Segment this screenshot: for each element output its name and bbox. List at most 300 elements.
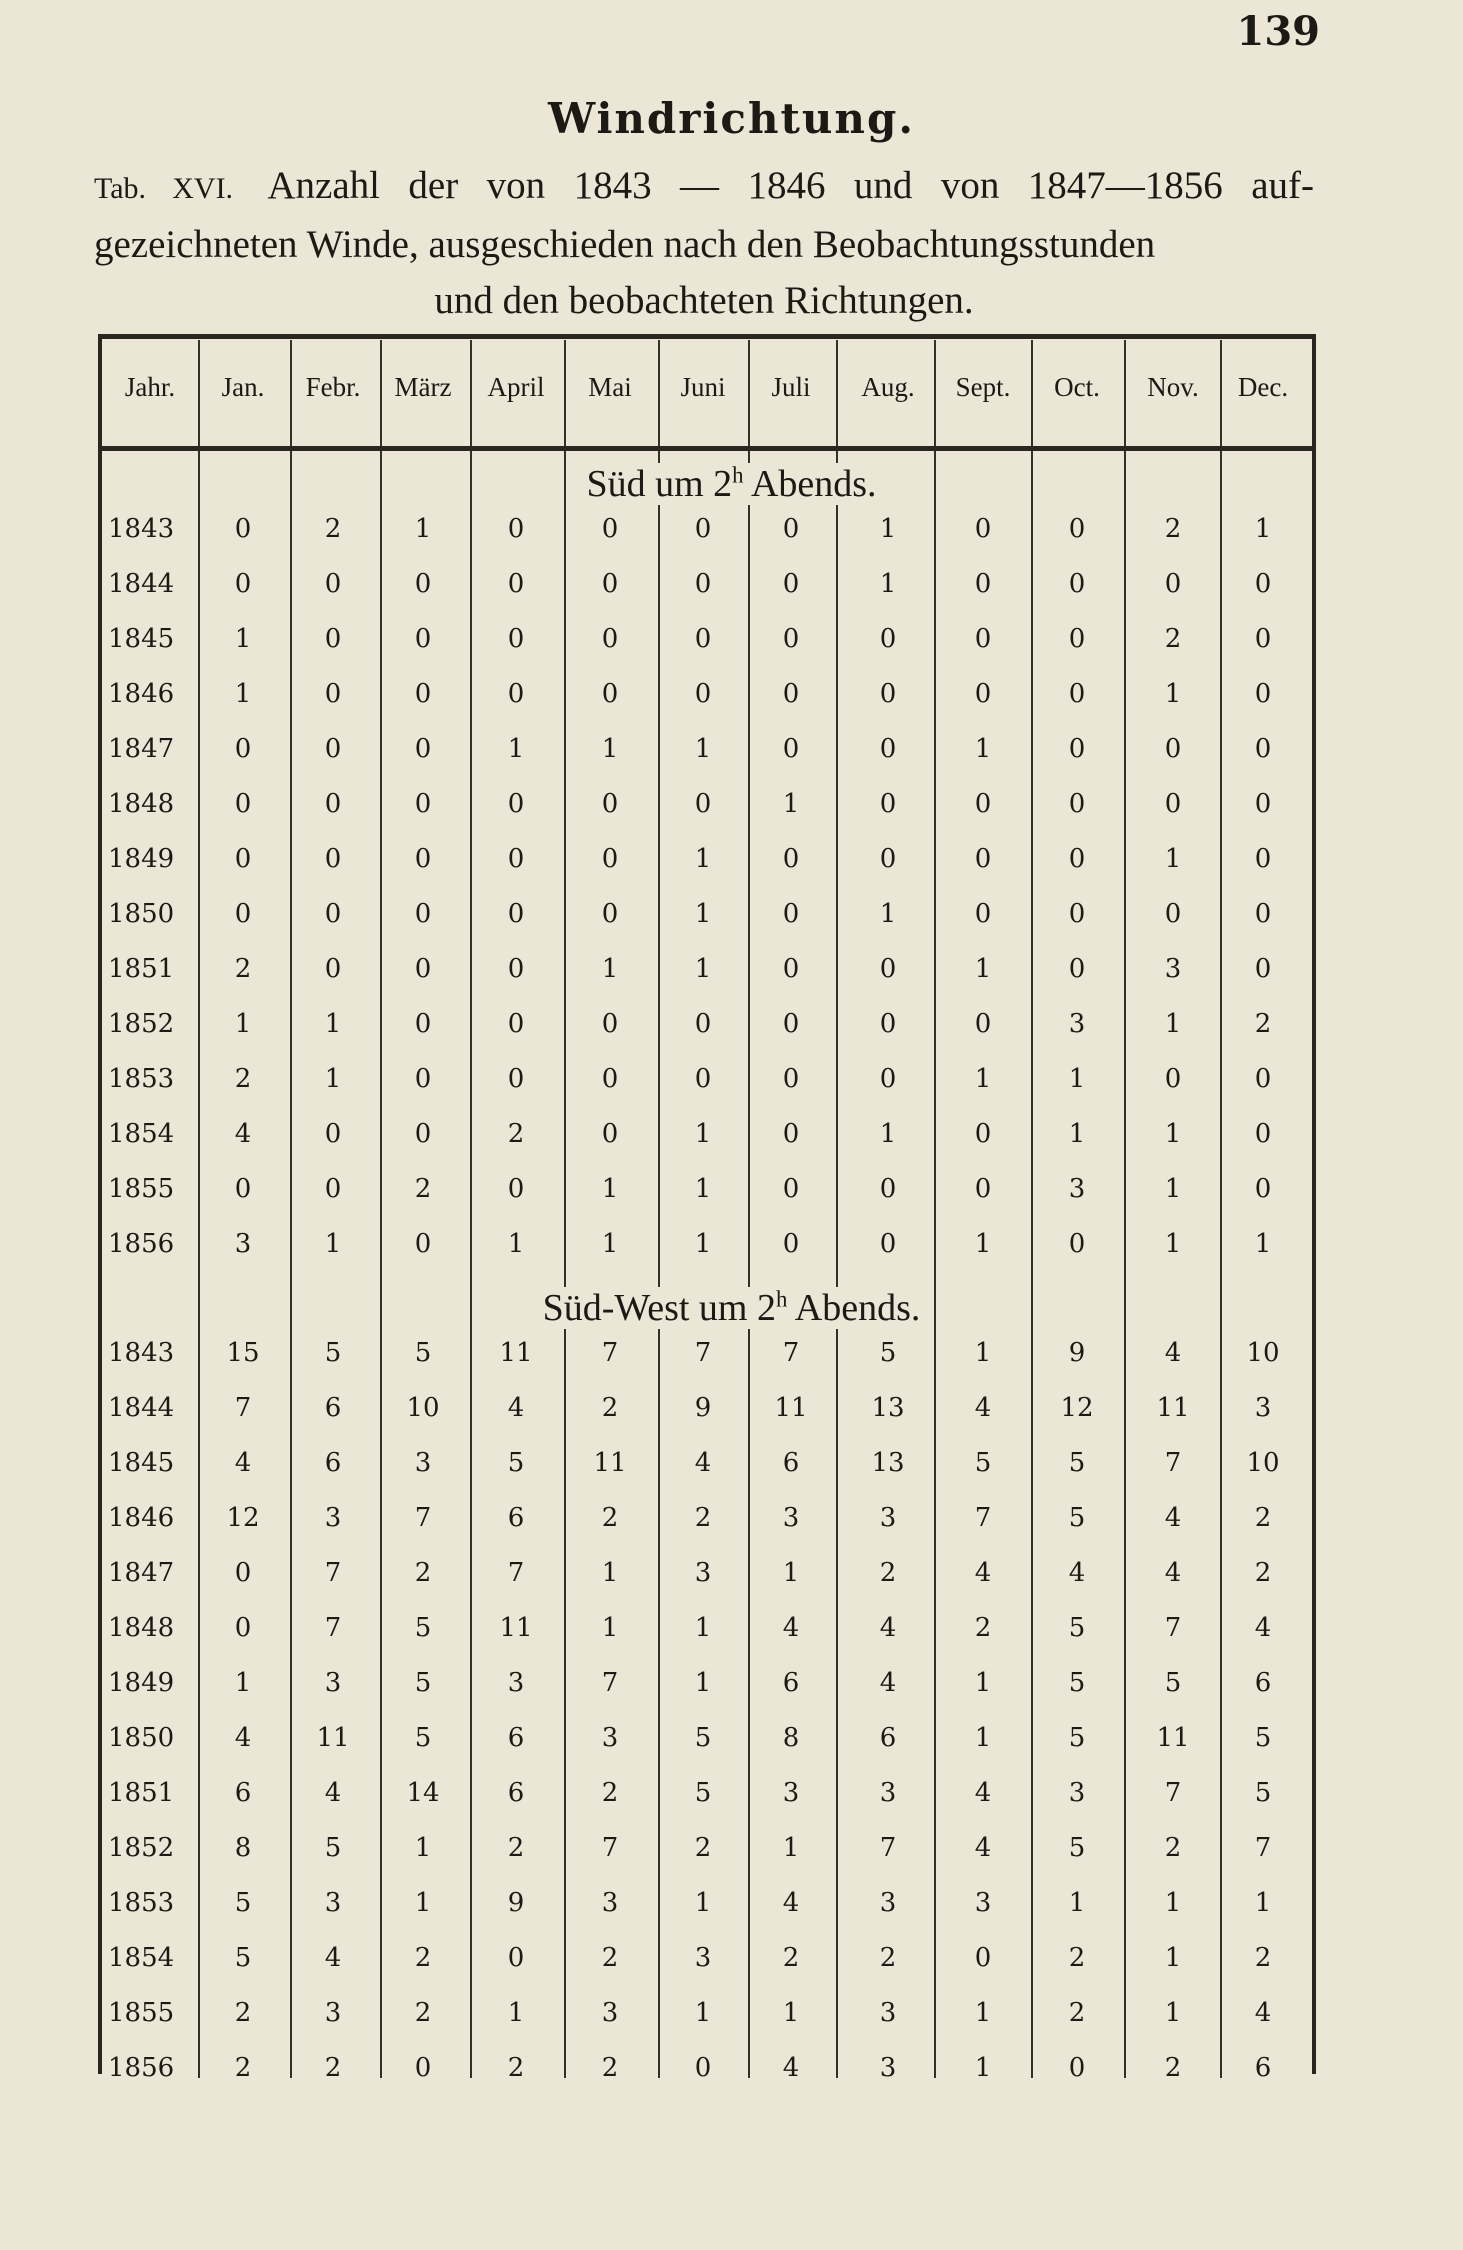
- count-cell: 0: [1164, 789, 1182, 819]
- count-cell: 2: [324, 514, 342, 544]
- column-header: Sept.: [955, 372, 1011, 402]
- year-cell: 1844: [108, 1393, 175, 1423]
- count-cell: 2: [507, 1833, 525, 1863]
- count-cell: 0: [782, 624, 800, 654]
- count-cell: 2: [1164, 2053, 1182, 2083]
- count-cell: 1: [601, 954, 619, 984]
- count-cell: 5: [694, 1778, 712, 1808]
- count-cell: 4: [1068, 1558, 1086, 1588]
- count-cell: 5: [1254, 1723, 1272, 1753]
- count-cell: 5: [1068, 1613, 1086, 1643]
- count-cell: 0: [1068, 514, 1086, 544]
- count-cell: 1: [694, 1888, 712, 1918]
- count-cell: 0: [782, 1174, 800, 1204]
- count-cell: 3: [601, 1998, 619, 2028]
- table-row: [98, 1119, 1316, 1171]
- count-cell: 1: [1164, 1174, 1182, 1204]
- count-cell: 1: [974, 1998, 992, 2028]
- year-cell: 1844: [108, 569, 175, 599]
- count-cell: 2: [601, 1778, 619, 1808]
- count-cell: 0: [974, 844, 992, 874]
- year-cell: 1853: [108, 1064, 175, 1094]
- year-cell: 1856: [108, 1229, 175, 1259]
- table-row: [98, 2053, 1316, 2105]
- count-cell: 1: [324, 1009, 342, 1039]
- count-cell: 3: [324, 1998, 342, 2028]
- count-cell: 3: [601, 1723, 619, 1753]
- table-row: [98, 1448, 1316, 1500]
- count-cell: 0: [601, 1009, 619, 1039]
- count-cell: 0: [974, 899, 992, 929]
- count-cell: 5: [324, 1338, 342, 1368]
- count-cell: 0: [601, 569, 619, 599]
- count-cell: 11: [774, 1393, 808, 1423]
- section-title: Süd-West um 2$^h$ Abends.: [0, 1286, 1463, 1330]
- count-cell: 5: [1164, 1668, 1182, 1698]
- caption-line-2: gezeichneten Winde, ausgeschieden nach den Beobachtungsstunden: [94, 223, 1156, 266]
- count-cell: 4: [1254, 1613, 1272, 1643]
- count-cell: 4: [782, 2053, 800, 2083]
- count-cell: 2: [414, 1174, 432, 1204]
- count-cell: 1: [601, 1558, 619, 1588]
- count-cell: 1: [694, 899, 712, 929]
- count-cell: 0: [324, 789, 342, 819]
- table-row: [98, 624, 1316, 676]
- count-cell: 0: [414, 1009, 432, 1039]
- caption-line-1: Anzahl der von 1843 — 1846 und von 1847—1856 auf-: [267, 164, 1314, 207]
- count-cell: 2: [782, 1943, 800, 1973]
- count-cell: 3: [324, 1888, 342, 1918]
- column-header: Febr.: [305, 372, 361, 402]
- count-cell: 0: [507, 1943, 525, 1973]
- column-header: Juli: [771, 372, 811, 402]
- count-cell: 1: [879, 899, 897, 929]
- count-cell: 0: [782, 679, 800, 709]
- count-cell: 1: [601, 734, 619, 764]
- count-cell: 0: [694, 789, 712, 819]
- count-cell: 5: [1068, 1448, 1086, 1478]
- count-cell: 7: [601, 1668, 619, 1698]
- count-cell: 4: [782, 1888, 800, 1918]
- count-cell: 3: [324, 1503, 342, 1533]
- count-cell: 1: [694, 1229, 712, 1259]
- count-cell: 0: [234, 514, 252, 544]
- count-cell: 3: [879, 1503, 897, 1533]
- count-cell: 0: [1164, 734, 1182, 764]
- count-cell: 0: [414, 899, 432, 929]
- count-cell: 9: [694, 1393, 712, 1423]
- count-cell: 0: [507, 1064, 525, 1094]
- table-row: [98, 954, 1316, 1006]
- column-header: Mai: [588, 372, 632, 402]
- count-cell: 4: [1254, 1998, 1272, 2028]
- count-cell: 2: [879, 1943, 897, 1973]
- table-row: [98, 844, 1316, 896]
- count-cell: 4: [782, 1613, 800, 1643]
- count-cell: 7: [507, 1558, 525, 1588]
- count-cell: 4: [1164, 1558, 1182, 1588]
- count-cell: 0: [1068, 569, 1086, 599]
- count-cell: 0: [879, 844, 897, 874]
- table-row: [98, 1174, 1316, 1226]
- count-cell: 1: [974, 954, 992, 984]
- count-cell: 0: [414, 1064, 432, 1094]
- count-cell: 0: [1068, 954, 1086, 984]
- count-cell: 11: [316, 1723, 350, 1753]
- year-cell: 1848: [108, 789, 175, 819]
- count-cell: 0: [974, 1174, 992, 1204]
- count-cell: 1: [324, 1229, 342, 1259]
- count-cell: 6: [507, 1778, 525, 1808]
- count-cell: 1: [1164, 1119, 1182, 1149]
- count-cell: 2: [879, 1558, 897, 1588]
- year-cell: 1854: [108, 1943, 175, 1973]
- count-cell: 0: [234, 1558, 252, 1588]
- count-cell: 15: [226, 1338, 260, 1368]
- count-cell: 5: [694, 1723, 712, 1753]
- count-cell: 2: [324, 2053, 342, 2083]
- year-cell: 1852: [108, 1009, 175, 1039]
- count-cell: 1: [601, 1174, 619, 1204]
- count-cell: 11: [499, 1338, 533, 1368]
- count-cell: 0: [414, 1229, 432, 1259]
- count-cell: 4: [234, 1119, 252, 1149]
- count-cell: 3: [694, 1558, 712, 1588]
- year-cell: 1846: [108, 679, 175, 709]
- count-cell: 6: [879, 1723, 897, 1753]
- year-cell: 1854: [108, 1119, 175, 1149]
- count-cell: 0: [974, 1119, 992, 1149]
- table-row: [98, 899, 1316, 951]
- count-cell: 6: [1254, 2053, 1272, 2083]
- count-cell: 3: [879, 1888, 897, 1918]
- table-caption: [94, 158, 1314, 329]
- count-cell: 0: [234, 1613, 252, 1643]
- count-cell: 0: [1068, 624, 1086, 654]
- table-row: [98, 1558, 1316, 1610]
- count-cell: 2: [1254, 1558, 1272, 1588]
- count-cell: 0: [974, 679, 992, 709]
- count-cell: 1: [1068, 1888, 1086, 1918]
- year-cell: 1845: [108, 1448, 175, 1478]
- count-cell: 0: [694, 1064, 712, 1094]
- count-cell: 2: [234, 954, 252, 984]
- count-cell: 0: [234, 569, 252, 599]
- count-cell: 4: [324, 1943, 342, 1973]
- count-cell: 1: [974, 734, 992, 764]
- count-cell: 2: [234, 1064, 252, 1094]
- count-cell: 1: [879, 569, 897, 599]
- count-cell: 0: [601, 1064, 619, 1094]
- count-cell: 0: [1254, 954, 1272, 984]
- count-cell: 0: [507, 844, 525, 874]
- table-row: [98, 789, 1316, 841]
- count-cell: 0: [694, 569, 712, 599]
- count-cell: 0: [414, 624, 432, 654]
- count-cell: 1: [974, 1064, 992, 1094]
- count-cell: 1: [974, 1668, 992, 1698]
- count-cell: 7: [234, 1393, 252, 1423]
- count-cell: 5: [1068, 1503, 1086, 1533]
- count-cell: 0: [414, 2053, 432, 2083]
- count-cell: 0: [507, 624, 525, 654]
- count-cell: 3: [601, 1888, 619, 1918]
- count-cell: 0: [324, 899, 342, 929]
- count-cell: 6: [507, 1723, 525, 1753]
- count-cell: 3: [974, 1888, 992, 1918]
- count-cell: 3: [234, 1229, 252, 1259]
- count-cell: 11: [1156, 1723, 1190, 1753]
- count-cell: 0: [1254, 899, 1272, 929]
- count-cell: 13: [871, 1393, 905, 1423]
- count-cell: 4: [1164, 1503, 1182, 1533]
- count-cell: 0: [414, 734, 432, 764]
- count-cell: 1: [1254, 1888, 1272, 1918]
- count-cell: 4: [234, 1723, 252, 1753]
- count-cell: 0: [324, 679, 342, 709]
- count-cell: 2: [694, 1833, 712, 1863]
- count-cell: 0: [1068, 899, 1086, 929]
- count-cell: 7: [694, 1338, 712, 1368]
- table-row: [98, 1064, 1316, 1116]
- count-cell: 0: [879, 1064, 897, 1094]
- count-cell: 2: [1068, 1998, 1086, 2028]
- column-header: Jahr.: [124, 372, 176, 402]
- count-cell: 0: [1254, 624, 1272, 654]
- count-cell: 7: [1164, 1448, 1182, 1478]
- count-cell: 2: [1164, 514, 1182, 544]
- count-cell: 1: [414, 514, 432, 544]
- count-cell: 0: [694, 1009, 712, 1039]
- count-cell: 0: [1164, 1064, 1182, 1094]
- count-cell: 7: [1254, 1833, 1272, 1863]
- count-cell: 1: [1164, 1229, 1182, 1259]
- count-cell: 3: [1068, 1009, 1086, 1039]
- count-cell: 0: [974, 569, 992, 599]
- count-cell: 0: [879, 624, 897, 654]
- count-cell: 0: [601, 1119, 619, 1149]
- count-cell: 0: [782, 899, 800, 929]
- count-cell: 7: [601, 1833, 619, 1863]
- year-cell: 1843: [108, 1338, 175, 1368]
- count-cell: 0: [1254, 844, 1272, 874]
- table-header-row: [98, 372, 1316, 422]
- count-cell: 5: [507, 1448, 525, 1478]
- count-cell: 0: [324, 844, 342, 874]
- count-cell: 5: [414, 1723, 432, 1753]
- count-cell: 0: [879, 1009, 897, 1039]
- count-cell: 0: [507, 789, 525, 819]
- count-cell: 1: [782, 789, 800, 819]
- count-cell: 6: [234, 1778, 252, 1808]
- count-cell: 7: [601, 1338, 619, 1368]
- count-cell: 0: [1254, 679, 1272, 709]
- count-cell: 5: [414, 1338, 432, 1368]
- count-cell: 8: [782, 1723, 800, 1753]
- count-cell: 2: [601, 1943, 619, 1973]
- count-cell: 6: [782, 1448, 800, 1478]
- header-divider: [98, 446, 1316, 451]
- count-cell: 0: [1068, 1229, 1086, 1259]
- count-cell: 0: [414, 789, 432, 819]
- count-cell: 0: [782, 569, 800, 599]
- year-cell: 1851: [108, 1778, 175, 1808]
- count-cell: 0: [507, 1174, 525, 1204]
- count-cell: 6: [507, 1503, 525, 1533]
- count-cell: 1: [1164, 679, 1182, 709]
- count-cell: 0: [1254, 569, 1272, 599]
- count-cell: 1: [879, 514, 897, 544]
- year-cell: 1847: [108, 734, 175, 764]
- count-cell: 0: [879, 954, 897, 984]
- count-cell: 0: [974, 1943, 992, 1973]
- count-cell: 1: [694, 844, 712, 874]
- count-cell: 3: [507, 1668, 525, 1698]
- count-cell: 7: [414, 1503, 432, 1533]
- year-cell: 1847: [108, 1558, 175, 1588]
- count-cell: 3: [879, 2053, 897, 2083]
- table-row: [98, 679, 1316, 731]
- count-cell: 11: [499, 1613, 533, 1643]
- table-row: [98, 1229, 1316, 1281]
- column-header: Dec.: [1237, 372, 1289, 402]
- column-header: März: [394, 372, 452, 402]
- count-cell: 0: [414, 954, 432, 984]
- table-row: [98, 514, 1316, 566]
- count-cell: 12: [1060, 1393, 1094, 1423]
- count-cell: 0: [414, 844, 432, 874]
- year-cell: 1855: [108, 1174, 175, 1204]
- count-cell: 7: [782, 1338, 800, 1368]
- count-cell: 3: [879, 1998, 897, 2028]
- count-cell: 4: [974, 1558, 992, 1588]
- count-cell: 2: [507, 2053, 525, 2083]
- count-cell: 0: [324, 734, 342, 764]
- count-cell: 0: [1254, 1119, 1272, 1149]
- count-cell: 5: [1068, 1723, 1086, 1753]
- count-cell: 2: [601, 2053, 619, 2083]
- count-cell: 1: [694, 1119, 712, 1149]
- count-cell: 5: [234, 1943, 252, 1973]
- count-cell: 1: [1164, 844, 1182, 874]
- count-cell: 4: [324, 1778, 342, 1808]
- count-cell: 1: [414, 1888, 432, 1918]
- table-row: [98, 569, 1316, 621]
- count-cell: 5: [414, 1613, 432, 1643]
- count-cell: 2: [414, 1998, 432, 2028]
- count-cell: 0: [694, 679, 712, 709]
- count-cell: 3: [324, 1668, 342, 1698]
- count-cell: 2: [1164, 1833, 1182, 1863]
- count-cell: 7: [1164, 1778, 1182, 1808]
- count-cell: 11: [593, 1448, 627, 1478]
- count-cell: 2: [414, 1558, 432, 1588]
- count-cell: 1: [694, 734, 712, 764]
- count-cell: 0: [1068, 734, 1086, 764]
- count-cell: 1: [507, 1998, 525, 2028]
- count-cell: 3: [1164, 954, 1182, 984]
- count-cell: 4: [694, 1448, 712, 1478]
- count-cell: 0: [782, 1119, 800, 1149]
- count-cell: 0: [1254, 1064, 1272, 1094]
- count-cell: 0: [601, 679, 619, 709]
- count-cell: 0: [601, 789, 619, 819]
- count-cell: 1: [879, 1119, 897, 1149]
- count-cell: 11: [1156, 1393, 1190, 1423]
- count-cell: 0: [507, 569, 525, 599]
- count-cell: 0: [324, 1119, 342, 1149]
- count-cell: 0: [324, 954, 342, 984]
- count-cell: 4: [234, 1448, 252, 1478]
- count-cell: 1: [324, 1064, 342, 1094]
- count-cell: 0: [234, 899, 252, 929]
- count-cell: 0: [782, 954, 800, 984]
- count-cell: 0: [782, 514, 800, 544]
- count-cell: 1: [234, 1668, 252, 1698]
- column-header: Nov.: [1147, 372, 1199, 402]
- count-cell: 2: [234, 2053, 252, 2083]
- count-cell: 1: [1164, 1888, 1182, 1918]
- table-row: [98, 1998, 1316, 2050]
- count-cell: 13: [871, 1448, 905, 1478]
- count-cell: 3: [782, 1503, 800, 1533]
- count-cell: 0: [507, 679, 525, 709]
- count-cell: 1: [601, 1613, 619, 1643]
- count-cell: 1: [974, 2053, 992, 2083]
- count-cell: 5: [414, 1668, 432, 1698]
- count-cell: 1: [694, 1998, 712, 2028]
- count-cell: 2: [1254, 1503, 1272, 1533]
- count-cell: 7: [1164, 1613, 1182, 1643]
- year-cell: 1846: [108, 1503, 175, 1533]
- table-row: [98, 1888, 1316, 1940]
- year-cell: 1850: [108, 1723, 175, 1753]
- count-cell: 0: [782, 734, 800, 764]
- count-cell: 0: [507, 954, 525, 984]
- count-cell: 1: [414, 1833, 432, 1863]
- count-cell: 0: [601, 899, 619, 929]
- count-cell: 2: [694, 1503, 712, 1533]
- count-cell: 1: [1164, 1943, 1182, 1973]
- count-cell: 0: [694, 514, 712, 544]
- count-cell: 0: [1164, 569, 1182, 599]
- count-cell: 3: [414, 1448, 432, 1478]
- count-cell: 0: [694, 2053, 712, 2083]
- count-cell: 6: [782, 1668, 800, 1698]
- count-cell: 5: [1068, 1833, 1086, 1863]
- count-cell: 0: [1068, 789, 1086, 819]
- column-header: April: [487, 372, 545, 402]
- count-cell: 1: [782, 1833, 800, 1863]
- column-header: Oct.: [1054, 372, 1100, 402]
- count-cell: 3: [1068, 1174, 1086, 1204]
- count-cell: 0: [601, 844, 619, 874]
- column-header: Aug.: [861, 372, 915, 402]
- year-cell: 1845: [108, 624, 175, 654]
- year-cell: 1855: [108, 1998, 175, 2028]
- count-cell: 0: [601, 624, 619, 654]
- count-cell: 2: [601, 1503, 619, 1533]
- count-cell: 9: [1068, 1338, 1086, 1368]
- count-cell: 1: [507, 734, 525, 764]
- year-cell: 1849: [108, 1668, 175, 1698]
- count-cell: 0: [414, 1119, 432, 1149]
- count-cell: 0: [1254, 789, 1272, 819]
- count-cell: 4: [974, 1393, 992, 1423]
- count-cell: 5: [1068, 1668, 1086, 1698]
- year-cell: 1851: [108, 954, 175, 984]
- count-cell: 2: [974, 1613, 992, 1643]
